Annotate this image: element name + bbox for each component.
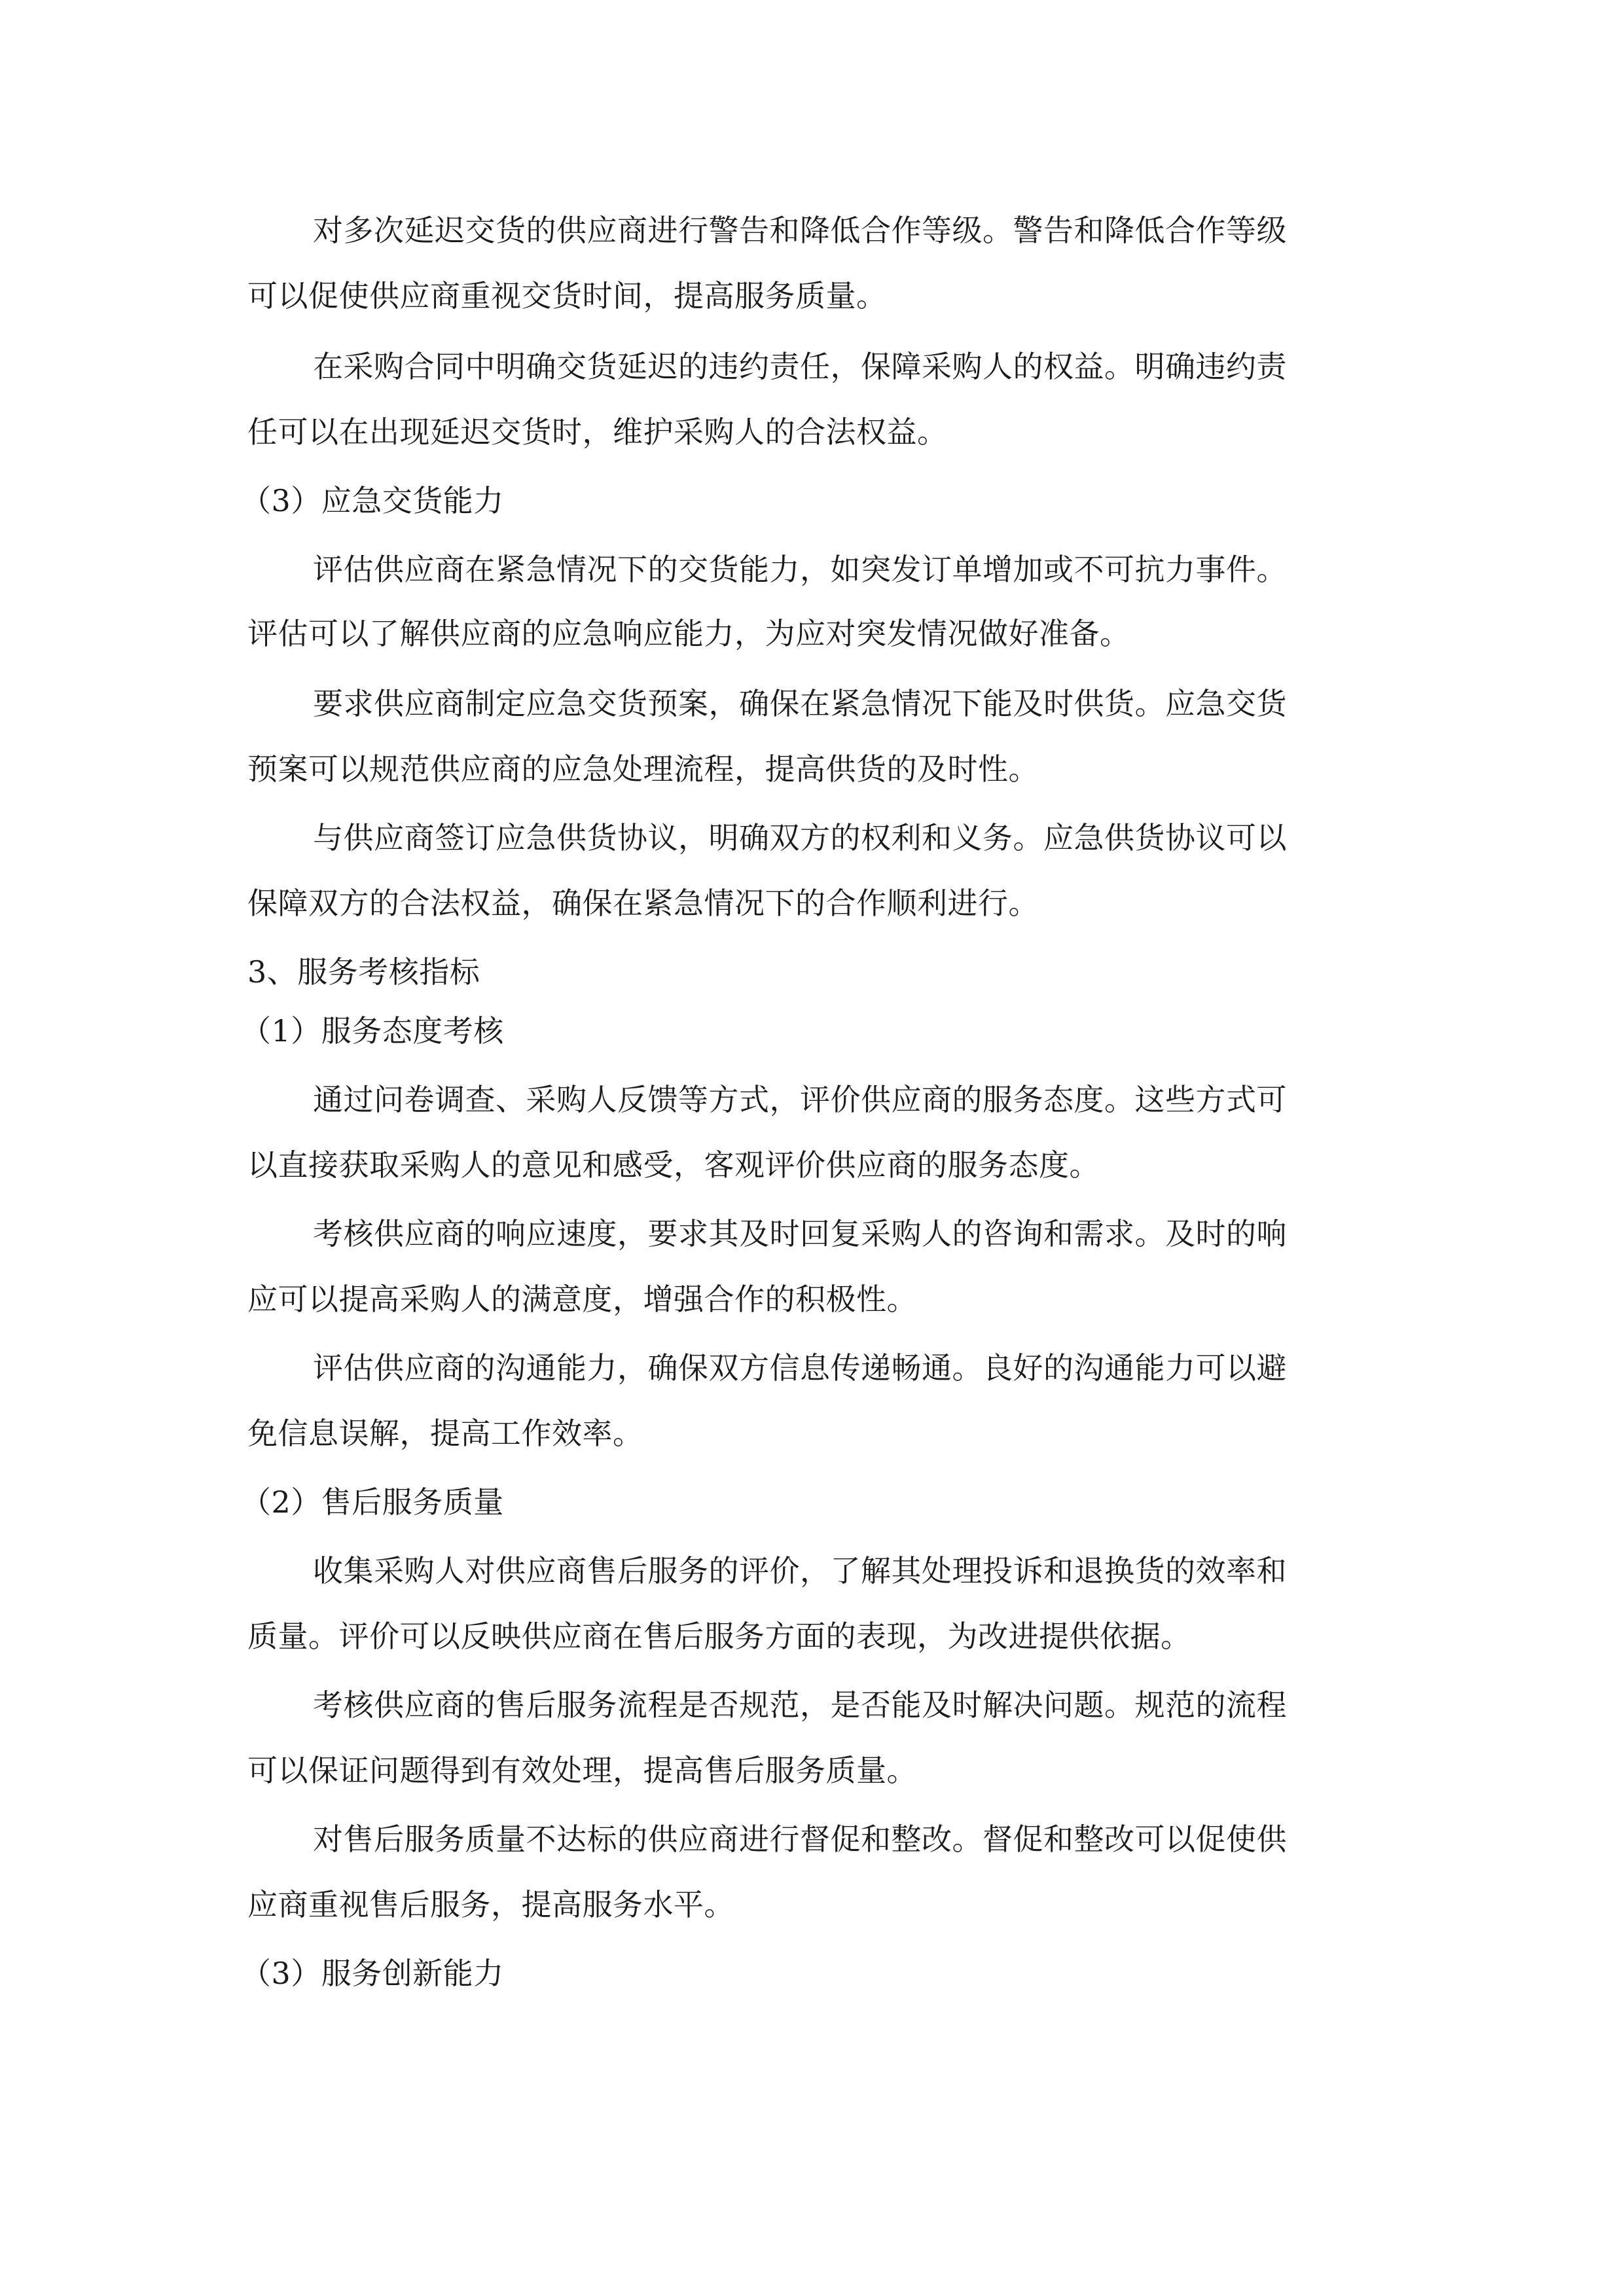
paragraph-6-line-2: 以直接获取采购人的意见和感受，客观评价供应商的服务态度。 (247, 1147, 1100, 1183)
paragraph-3-line-2: 评估可以了解供应商的应急响应能力，为应对突发情况做好准备。 (247, 616, 1130, 651)
paragraph-4-line-1: 要求供应商制定应急交货预案，确保在紧急情况下能及时供货。应急交货 (313, 686, 1287, 721)
paragraph-10-line-1: 考核供应商的售后服务流程是否规范，是否能及时解决问题。规范的流程 (313, 1687, 1287, 1723)
paragraph-11-line-1: 对售后服务质量不达标的供应商进行督促和整改。督促和整改可以促使供 (313, 1821, 1287, 1857)
subheading-service-attitude: （1）服务态度考核 (241, 1013, 504, 1049)
paragraph-10-line-2: 可以保证问题得到有效处理，提高售后服务质量。 (247, 1753, 917, 1788)
paragraph-9-line-2: 质量。评价可以反映供应商在售后服务方面的表现，为改进提供依据。 (247, 1619, 1191, 1654)
paragraph-3-line-1: 评估供应商在紧急情况下的交货能力，如突发订单增加或不可抗力事件。 (313, 552, 1287, 587)
paragraph-2-line-1: 在采购合同中明确交货延迟的违约责任，保障采购人的权益。明确违约责 (313, 349, 1287, 384)
paragraph-7-line-1: 考核供应商的响应速度，要求其及时回复采购人的咨询和需求。及时的响 (313, 1216, 1287, 1251)
paragraph-9-line-1: 收集采购人对供应商售后服务的评价，了解其处理投诉和退换货的效率和 (313, 1553, 1287, 1588)
subheading-after-sales-quality: （2）售后服务质量 (241, 1484, 504, 1520)
paragraph-7-line-2: 应可以提高采购人的满意度，增强合作的积极性。 (247, 1282, 917, 1317)
paragraph-5-line-2: 保障双方的合法权益，确保在紧急情况下的合作顺利进行。 (247, 886, 1039, 921)
paragraph-4-line-2: 预案可以规范供应商的应急处理流程，提高供货的及时性。 (247, 751, 1039, 787)
paragraph-2-line-2: 任可以在出现延迟交货时，维护采购人的合法权益。 (247, 414, 948, 450)
paragraph-8-line-2: 免信息误解，提高工作效率。 (247, 1416, 643, 1451)
subheading-emergency-delivery: （3）应急交货能力 (241, 483, 504, 518)
paragraph-11-line-2: 应商重视售后服务，提高服务水平。 (247, 1887, 734, 1922)
paragraph-6-line-1: 通过问卷调查、采购人反馈等方式，评价供应商的服务态度。这些方式可 (313, 1082, 1287, 1117)
paragraph-8-line-1: 评估供应商的沟通能力，确保双方信息传递畅通。良好的沟通能力可以避 (313, 1350, 1287, 1386)
section-heading-service-assessment: 3、服务考核指标 (247, 954, 480, 990)
subheading-service-innovation: （3）服务创新能力 (241, 1956, 504, 1991)
paragraph-1-line-2: 可以促使供应商重视交货时间，提高服务质量。 (247, 278, 887, 314)
paragraph-5-line-1: 与供应商签订应急供货协议，明确双方的权利和义务。应急供货协议可以 (313, 820, 1287, 855)
paragraph-1-line-1: 对多次延迟交货的供应商进行警告和降低合作等级。警告和降低合作等级 (313, 213, 1287, 248)
